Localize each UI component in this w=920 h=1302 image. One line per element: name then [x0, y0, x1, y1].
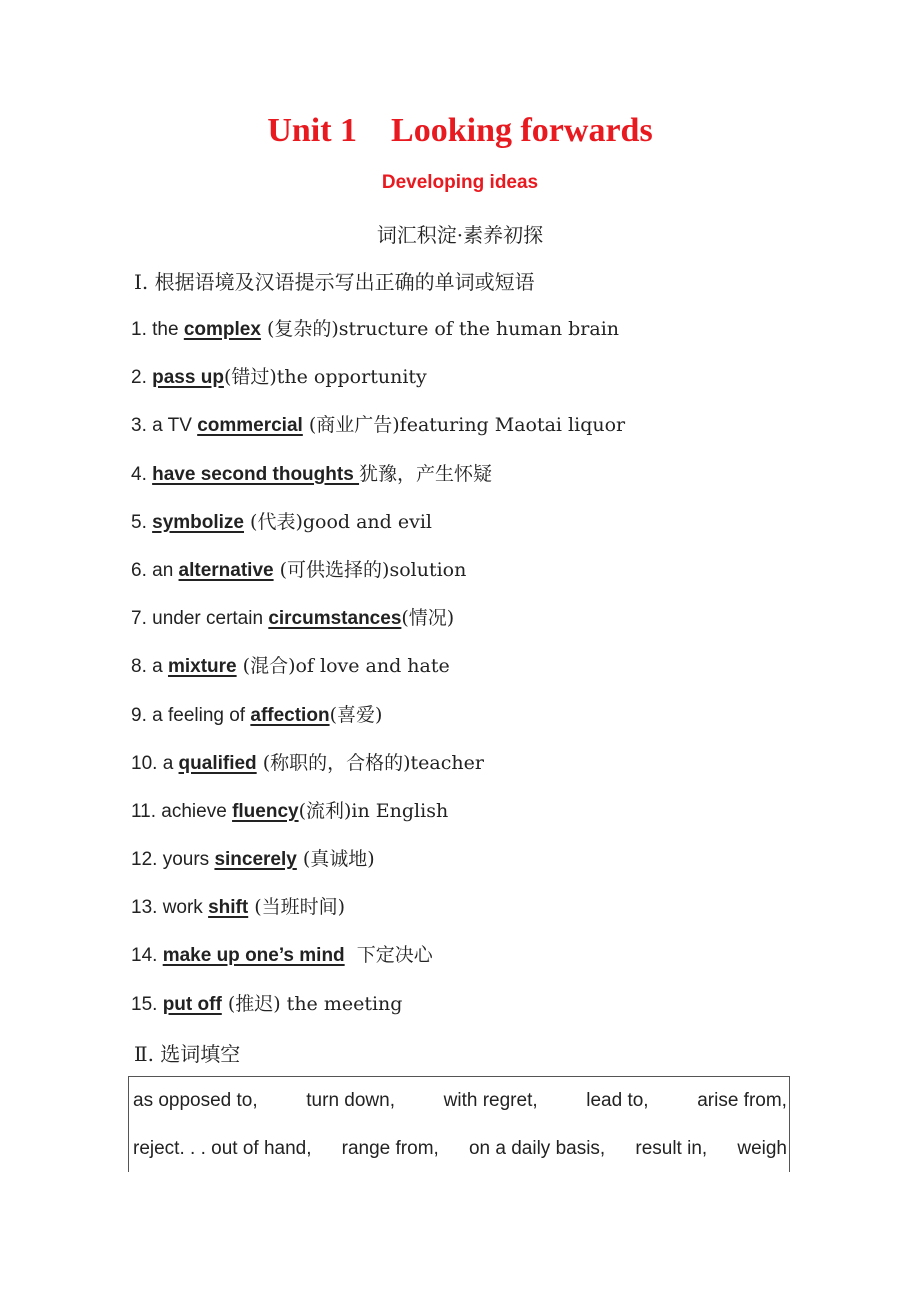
item-answer: pass up — [152, 367, 224, 389]
item-answer: qualified — [178, 752, 257, 774]
item-answer: complex — [183, 319, 261, 340]
word-bank-phrase: result in, — [635, 1138, 708, 1159]
item-prefix: 5. — [131, 511, 153, 533]
item-prefix: 14. — [131, 945, 163, 967]
item-prefix: 15. — [131, 993, 163, 1015]
vocab-item — [131, 604, 625, 652]
item-answer: make up one’s mind — [162, 945, 345, 967]
word-bank-phrase: with regret, — [443, 1090, 538, 1111]
lesson-subtitle: Developing ideas — [381, 172, 539, 193]
item-answer: put off — [162, 993, 222, 1015]
word-bank-box — [128, 1076, 790, 1172]
item-answer: shift — [208, 897, 249, 919]
item-suffix: (复杂的)structure of the human brain — [260, 318, 620, 340]
item-suffix: (流利)in English — [298, 799, 449, 822]
item-prefix: 12. yours — [131, 849, 215, 871]
vocab-item — [131, 556, 625, 604]
word-bank-phrase: reject. . . out of hand, — [133, 1138, 312, 1159]
word-bank-phrase: on a daily basis, — [468, 1138, 606, 1159]
vocab-item — [131, 411, 625, 459]
word-bank-phrase: as opposed to, — [133, 1090, 258, 1111]
word-bank-phrase: arise from, — [697, 1090, 787, 1111]
item-prefix: 2. — [131, 367, 153, 389]
item-answer: alternative — [178, 559, 274, 581]
vocab-item — [131, 845, 625, 893]
item-prefix: 7. under certain — [131, 608, 269, 630]
item-suffix: (情况) — [401, 607, 455, 630]
item-prefix: 10. a — [131, 752, 179, 774]
item-suffix: (喜爱) — [329, 703, 383, 726]
vocab-item — [131, 797, 625, 845]
item-prefix: 4. — [131, 463, 153, 485]
item-prefix: 8. a — [131, 656, 168, 678]
item-answer: commercial — [197, 415, 303, 437]
item-prefix: 9. a feeling of — [131, 704, 251, 726]
item-suffix: (当班时间) — [248, 896, 346, 919]
item-suffix: (混合)of love and hate — [236, 655, 450, 678]
item-answer: affection — [250, 704, 330, 726]
word-bank-phrase: turn down, — [306, 1090, 396, 1111]
vocab-item — [131, 990, 625, 1038]
item-answer: mixture — [167, 656, 237, 678]
item-answer: sincerely — [214, 849, 297, 871]
item-suffix: 下定决心 — [344, 944, 433, 967]
vocab-item — [131, 893, 625, 941]
word-bank-phrase: range from, — [341, 1138, 439, 1159]
word-bank-line — [133, 1138, 787, 1160]
vocab-item — [131, 749, 625, 797]
item-answer: have second thoughts — [152, 463, 360, 485]
vocab-item — [131, 652, 625, 700]
vocabulary-list — [131, 315, 625, 1038]
vocab-item — [131, 363, 625, 411]
vocab-item — [131, 315, 625, 363]
vocab-item — [131, 701, 625, 749]
part1-heading: Ⅰ. 根据语境及汉语提示写出正确的单词或短语 — [134, 270, 535, 294]
item-suffix: (代表)good and evil — [244, 510, 433, 533]
item-prefix: 1. the — [131, 319, 184, 340]
item-prefix: 13. work — [131, 897, 209, 919]
vocab-item — [131, 508, 625, 556]
item-suffix: (错过)the opportunity — [223, 366, 427, 389]
item-suffix: (可供选择的)solution — [273, 558, 467, 581]
item-suffix: (商业广告)featuring Maotai liquor — [302, 414, 626, 437]
item-answer: fluency — [232, 800, 299, 822]
item-prefix: 6. an — [131, 559, 179, 581]
item-suffix: (称职的，合格的)teacher — [256, 751, 484, 774]
unit-title: Unit 1 Looking forwards — [267, 112, 653, 149]
word-bank-phrase: weigh — [737, 1138, 787, 1159]
vocab-item — [131, 941, 625, 989]
part2-heading: Ⅱ. 选词填空 — [134, 1042, 241, 1066]
item-prefix: 11. achieve — [131, 800, 233, 822]
item-answer: circumstances — [268, 608, 402, 630]
section-label: 词汇积淀·素养初探 — [376, 223, 544, 247]
item-suffix: 犹豫，产生怀疑 — [359, 462, 493, 485]
item-suffix: (真诚地) — [296, 848, 375, 871]
item-prefix: 3. a TV — [131, 415, 198, 437]
vocab-item — [131, 460, 625, 508]
word-bank-line — [133, 1090, 787, 1112]
item-suffix: (推迟) the meeting — [221, 992, 403, 1015]
word-bank-phrase: lead to, — [586, 1090, 649, 1111]
item-answer: symbolize — [152, 511, 244, 533]
